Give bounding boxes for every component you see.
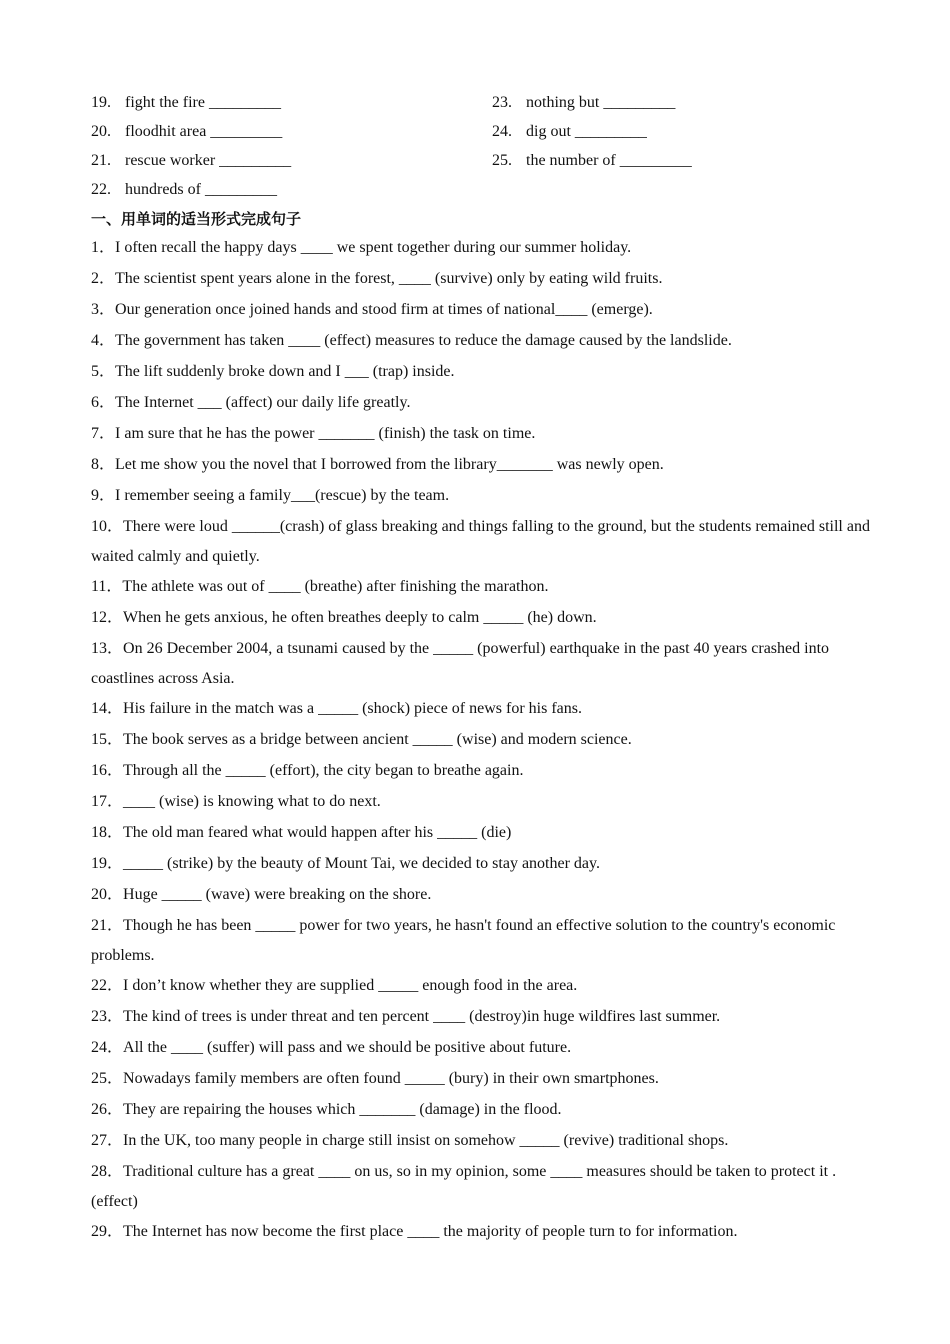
vocab-item: 23. nothing but _________ [492, 93, 676, 111]
vocab-item: 19. fight the fire _________ [91, 93, 281, 111]
sentence-item: 18．The old man feared what would happen after his _____ (die) [91, 824, 512, 841]
sentence-item: 29．The Internet has now become the first place ____ the majority of people turn to for information. [91, 1223, 738, 1240]
sentence-item: 25．Nowadays family members are often found _____ (bury) in their own smartphones. [91, 1070, 659, 1087]
sentence-item: 1．I often recall the happy days ____ we spent together during our summer holiday. [91, 239, 632, 256]
sentence-item: 20．Huge _____ (wave) were breaking on the shore. [91, 886, 432, 903]
sentence-item: 24．All the ____ (suffer) will pass and we should be positive about future. [91, 1039, 572, 1056]
sentence-item: 6．The Internet ___ (affect) our daily life greatly. [91, 394, 411, 411]
vocab-item: 20. floodhit area _________ [91, 122, 283, 140]
vocab-list [91, 88, 871, 204]
sentence-item: 27．In the UK, too many people in charge still insist on somehow _____ (revive) traditional shops. [91, 1132, 729, 1149]
sentence-item: 17．____ (wise) is knowing what to do next. [91, 793, 381, 810]
vocab-item: 22. hundreds of _________ [91, 180, 277, 198]
sentence-item: 13．On 26 December 2004, a tsunami caused by the _____ (powerful) earthquake in the past 40 years crashed into coastlines across Asia. [91, 640, 830, 687]
sentence-item: 10．There were loud ______(crash) of glass breaking and things falling to the ground, but the students remained still and waited calmly and quietly. [91, 518, 870, 565]
sentence-list [91, 233, 871, 1248]
sentence-item: 21．Though he has been _____ power for two years, he hasn't found an effective solution to the country's economic problems. [91, 917, 836, 964]
sentence-item: 11．The athlete was out of ____ (breathe) after finishing the marathon. [91, 578, 549, 595]
section-heading: 一、用单词的适当形式完成句子 [91, 210, 302, 228]
sentence-item: 26．They are repairing the houses which _______ (damage) in the flood. [91, 1101, 562, 1118]
sentence-item: 3．Our generation once joined hands and stood firm at times of national____ (emerge). [91, 301, 653, 318]
worksheet-page [91, 88, 871, 1248]
sentence-item: 4．The government has taken ____ (effect) measures to reduce the damage caused by the landslide. [91, 332, 732, 349]
sentence-item: 23．The kind of trees is under threat and ten percent ____ (destroy)in huge wildfires last summer. [91, 1008, 721, 1025]
sentence-item: 7．I am sure that he has the power _______ (finish) the task on time. [91, 425, 536, 442]
sentence-item: 9．I remember seeing a family___(rescue) by the team. [91, 487, 450, 504]
vocab-item: 21. rescue worker _________ [91, 151, 292, 169]
vocab-item: 24. dig out _________ [492, 122, 647, 140]
sentence-item: 28．Traditional culture has a great ____ on us, so in my opinion, some ____ measures should be taken to protect it . (effect) [91, 1163, 837, 1210]
sentence-item: 2．The scientist spent years alone in the forest, ____ (survive) only by eating wild fruits. [91, 270, 663, 287]
sentence-item: 16．Through all the _____ (effort), the city began to breathe again. [91, 762, 524, 779]
sentence-item: 14．His failure in the match was a _____ (shock) piece of news for his fans. [91, 700, 582, 717]
sentence-item: 19．_____ (strike) by the beauty of Mount Tai, we decided to stay another day. [91, 855, 600, 872]
vocab-item: 25. the number of _________ [492, 151, 692, 169]
sentence-item: 15．The book serves as a bridge between ancient _____ (wise) and modern science. [91, 731, 632, 748]
sentence-item: 5．The lift suddenly broke down and I ___ (trap) inside. [91, 363, 455, 380]
sentence-item: 8．Let me show you the novel that I borrowed from the library_______ was newly open. [91, 456, 664, 473]
sentence-item: 12．When he gets anxious, he often breathes deeply to calm _____ (he) down. [91, 609, 597, 626]
sentence-item: 22．I don’t know whether they are supplied _____ enough food in the area. [91, 977, 578, 994]
